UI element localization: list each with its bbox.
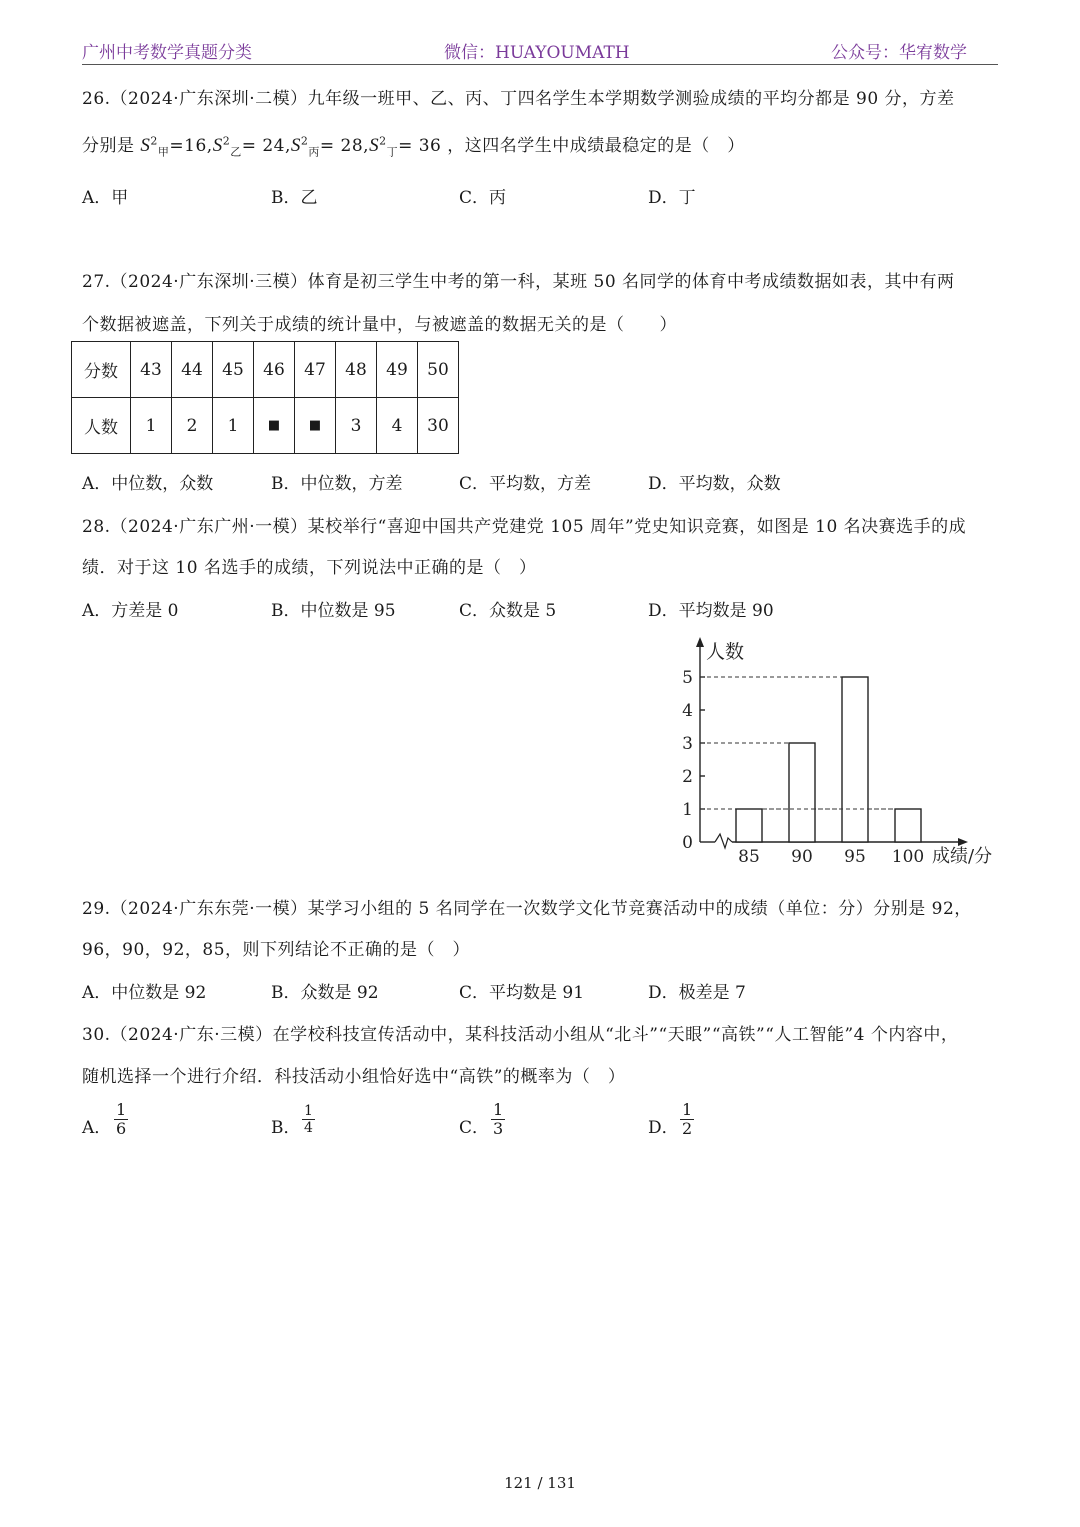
bar-85 xyxy=(736,809,762,842)
masked-cell: ■ xyxy=(254,398,295,454)
q29-option-a: A．中位数是 92 xyxy=(82,983,207,1003)
student-d: 丁 xyxy=(386,145,399,159)
table-cell: 1 xyxy=(213,398,254,454)
x-tick-label: 85 xyxy=(738,847,760,867)
variance-a: =16, xyxy=(169,136,213,156)
table-cell: 45 xyxy=(213,342,254,398)
exponent: 2 xyxy=(222,134,231,148)
page-number: 121 / 131 xyxy=(504,1474,576,1492)
x-axis-arrow xyxy=(958,838,968,846)
y-tick-label: 0 xyxy=(682,833,693,853)
numerator: 1 xyxy=(116,1100,127,1119)
score-histogram xyxy=(670,632,1010,872)
y-tick-label: 4 xyxy=(682,701,693,721)
header-center: 微信：HUAYOUMATH xyxy=(444,43,630,63)
x-tick-label: 100 xyxy=(891,847,925,867)
q30-stem-line1: 30.（2024·广东·三模）在学校科技宣传活动中，某科技活动小组从“北斗”“天眼”“高铁”“人工智能”4 个内容中， xyxy=(82,1025,959,1045)
variance-symbol: S xyxy=(140,135,151,156)
q28-stem-line2: 绩．对于这 10 名选手的成绩，下列说法中正确的是（ ） xyxy=(82,558,537,578)
denominator: 3 xyxy=(493,1119,504,1138)
x-axis-label: 成绩/分 xyxy=(932,846,993,867)
q30-option-b-fraction xyxy=(302,1103,315,1136)
q30-option-c-label: C． xyxy=(459,1118,490,1138)
table-cell: 44 xyxy=(172,342,213,398)
q29-stem-line1: 29.（2024·广东东莞·一模）某学习小组的 5 名同学在一次数学文化节竞赛活动中的成绩（单位：分）分别是 92， xyxy=(82,899,972,919)
q30-option-c-fraction xyxy=(491,1101,505,1138)
student-a: 甲 xyxy=(157,145,170,159)
table-cell: 1 xyxy=(131,398,172,454)
header-divider xyxy=(82,64,998,65)
q28-option-b: B．中位数是 95 xyxy=(271,601,396,621)
bar-100 xyxy=(895,809,921,842)
student-b: 乙 xyxy=(230,145,242,159)
student-c: 丙 xyxy=(308,145,320,159)
table-row xyxy=(72,398,459,454)
table-row xyxy=(72,342,459,398)
exponent: 2 xyxy=(300,134,309,148)
q30-option-a-label: A． xyxy=(82,1118,112,1138)
q28-option-a: A．方差是 0 xyxy=(82,601,179,621)
header-left: 广州中考数学真题分类 xyxy=(82,43,252,63)
bar-90 xyxy=(789,743,815,842)
q27-stem-line2: 个数据被遮盖，下列关于成绩的统计量中，与被遮盖的数据无关的是（ ） xyxy=(82,315,677,335)
table-cell: 43 xyxy=(131,342,172,398)
q30-option-d-label: D． xyxy=(648,1118,679,1138)
q28-option-c: C．众数是 5 xyxy=(459,601,557,621)
q26-prefix: 分别是 xyxy=(82,136,135,156)
table-cell: 48 xyxy=(336,342,377,398)
q26-stem-line1: 26.（2024·广东深圳·二模）九年级一班甲、乙、丙、丁四名学生本学期数学测验成绩的平均分都是 90 分，方差 xyxy=(82,89,955,109)
q26-suffix: ，这四名学生中成绩最稳定的是（ ） xyxy=(447,136,745,156)
q28-option-d: D．平均数是 90 xyxy=(648,601,774,621)
exponent: 2 xyxy=(150,134,158,148)
table-cell: 49 xyxy=(377,342,418,398)
score-table xyxy=(71,341,459,454)
y-tick-label: 5 xyxy=(682,668,693,688)
table-cell: 分数 xyxy=(72,342,131,398)
q27-option-d: D．平均数，众数 xyxy=(648,474,781,494)
q30-stem-line2: 随机选择一个进行介绍．科技活动小组恰好选中“高铁”的概率为（ ） xyxy=(82,1067,626,1087)
q29-option-c: C．平均数是 91 xyxy=(459,983,585,1003)
q27-option-b: B．中位数，方差 xyxy=(271,474,403,494)
table-cell: 人数 xyxy=(72,398,131,454)
exponent: 2 xyxy=(379,134,387,148)
y-axis-arrow xyxy=(696,637,704,647)
y-tick-label: 3 xyxy=(682,734,693,754)
q29-stem-line2: 96，90，92，85，则下列结论不正确的是（ ） xyxy=(82,940,471,960)
y-tick-label: 2 xyxy=(682,767,693,787)
denominator: 2 xyxy=(682,1119,693,1138)
variance-b: = 24, xyxy=(241,136,291,156)
q30-option-a-fraction xyxy=(114,1101,128,1138)
axis-break xyxy=(715,834,732,848)
table-cell: 47 xyxy=(295,342,336,398)
y-axis-label: 人数 xyxy=(706,641,745,663)
q27-option-c: C．平均数，方差 xyxy=(459,474,592,494)
numerator: 1 xyxy=(682,1100,693,1119)
q26-stem-line2 xyxy=(82,131,745,159)
denominator: 4 xyxy=(304,1120,313,1136)
table-cell: 2 xyxy=(172,398,213,454)
bar-95 xyxy=(842,677,868,842)
q26-option-b: B．乙 xyxy=(271,188,318,208)
variance-symbol: S xyxy=(212,135,223,156)
q29-option-b: B．众数是 92 xyxy=(271,983,379,1003)
denominator: 6 xyxy=(116,1119,127,1138)
variance-symbol: S xyxy=(290,135,301,156)
q27-stem-line1: 27.（2024·广东深圳·三模）体育是初三学生中考的第一科，某班 50 名同学的体育中考成绩数据如表，其中有两 xyxy=(82,272,955,292)
table-cell: 3 xyxy=(336,398,377,454)
q26-option-d: D．丁 xyxy=(648,188,696,208)
q27-option-a: A．中位数，众数 xyxy=(82,474,214,494)
x-tick-label: 90 xyxy=(791,847,813,867)
table-cell: 50 xyxy=(418,342,459,398)
numerator: 1 xyxy=(304,1103,313,1119)
q29-option-d: D．极差是 7 xyxy=(648,983,746,1003)
table-cell: 30 xyxy=(418,398,459,454)
variance-c: = 28, xyxy=(319,136,370,156)
variance-d: = 36 xyxy=(398,136,442,156)
masked-cell: ■ xyxy=(295,398,336,454)
y-tick-label: 1 xyxy=(682,800,693,820)
variance-symbol: S xyxy=(369,135,380,156)
q26-option-c: C．丙 xyxy=(459,188,507,208)
table-cell: 46 xyxy=(254,342,295,398)
x-tick-label: 95 xyxy=(844,847,866,867)
q30-option-d-fraction xyxy=(680,1101,694,1138)
numerator: 1 xyxy=(493,1100,504,1119)
header-right: 公众号：华宥数学 xyxy=(831,43,967,63)
q28-stem-line1: 28.（2024·广东广州·一模）某校举行“喜迎中国共产党建党 105 周年”党史知识竞赛，如图是 10 名决赛选手的成 xyxy=(82,517,967,537)
q26-option-a: A．甲 xyxy=(82,188,129,208)
table-cell: 4 xyxy=(377,398,418,454)
q30-option-b-label: B． xyxy=(271,1118,301,1138)
